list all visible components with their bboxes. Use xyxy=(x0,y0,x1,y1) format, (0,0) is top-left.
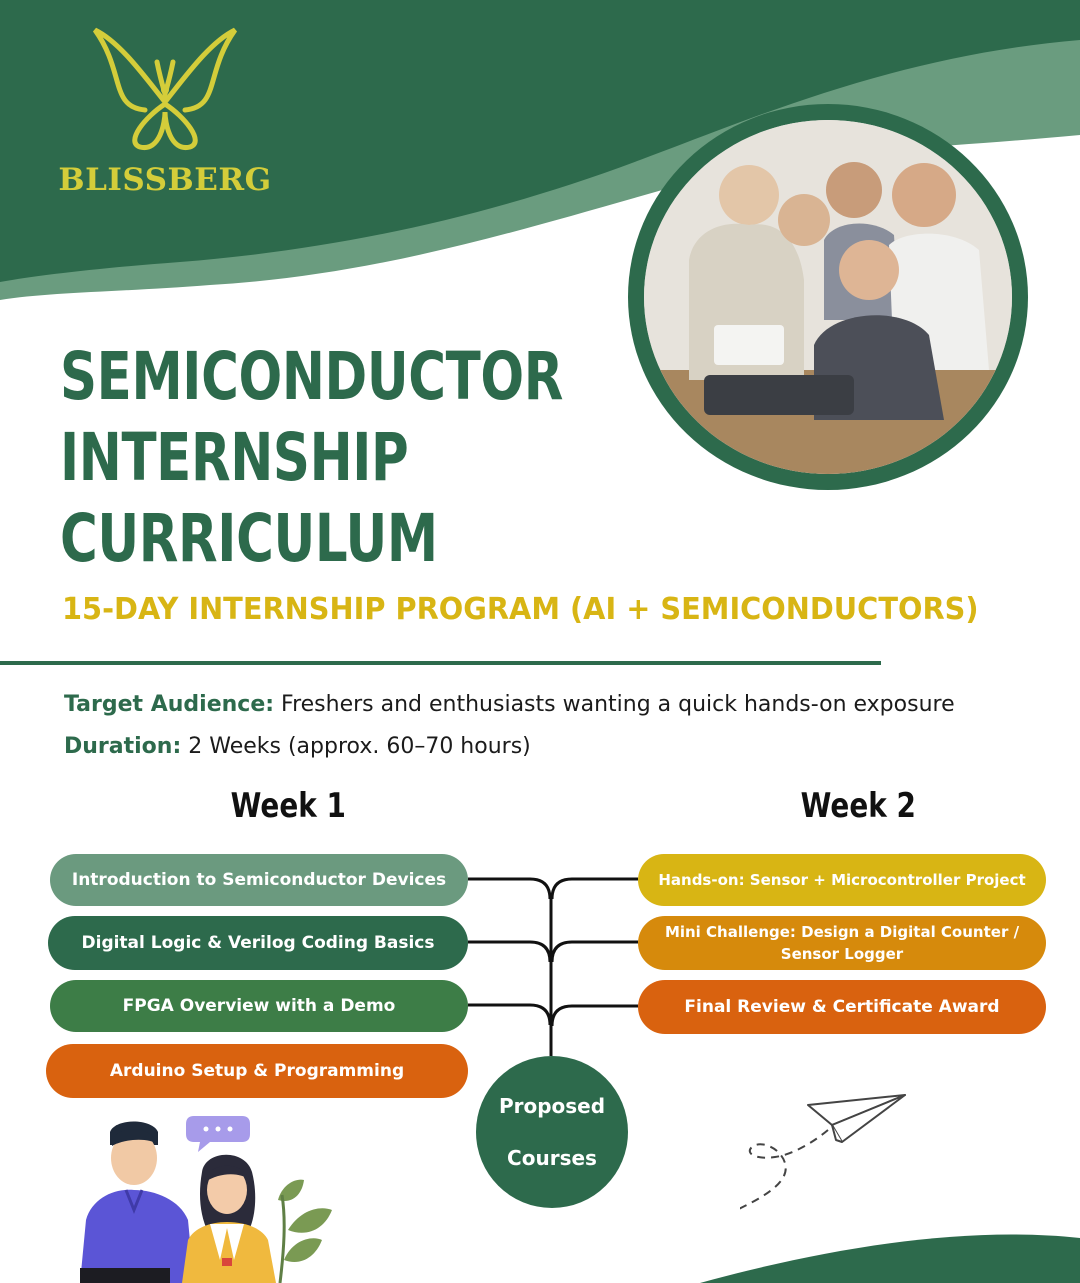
week-1-item-1: Introduction to Semiconductor Devices xyxy=(50,854,468,906)
page-title-line-3: CURRICULUM xyxy=(60,500,438,577)
brand-name: BLISSBERG xyxy=(58,162,272,198)
week-2-item-1: Hands-on: Sensor + Microcontroller Project xyxy=(638,854,1046,906)
students-illustration xyxy=(70,1110,340,1283)
proposed-line-1: Proposed xyxy=(498,1094,606,1118)
target-audience-label: Target Audience: xyxy=(64,692,275,717)
duration-value: 2 Weeks (approx. 60–70 hours) xyxy=(181,734,531,759)
week-1-item-2: Digital Logic & Verilog Coding Basics xyxy=(48,916,468,970)
week-2-item-2: Mini Challenge: Design a Digital Counter / Sensor Logger xyxy=(638,916,1046,970)
week-2-item-3: Final Review & Certificate Award xyxy=(638,980,1046,1034)
proposed-courses-badge xyxy=(476,1056,628,1208)
week-2-heading: Week 2 xyxy=(800,786,916,826)
leaf-icon xyxy=(278,1180,332,1262)
chat-bubble-icon xyxy=(186,1116,250,1152)
page-title-line-1: SEMICONDUCTOR xyxy=(60,338,564,415)
week-1-item-3: FPGA Overview with a Demo xyxy=(50,980,468,1032)
target-audience-value: Freshers and enthusiasts wanting a quick hands-on exposure xyxy=(274,692,955,717)
paper-plane-icon xyxy=(740,1085,920,1220)
duration-label: Duration: xyxy=(64,734,182,759)
week-1-heading: Week 1 xyxy=(230,786,346,826)
page-title-line-2: INTERNSHIP xyxy=(60,419,409,496)
week-1-item-4: Arduino Setup & Programming xyxy=(46,1044,468,1098)
program-subtitle: 15-DAY INTERNSHIP PROGRAM (AI + SEMICONDUCTORS) xyxy=(62,592,979,627)
proposed-line-2: Courses xyxy=(507,1146,597,1170)
